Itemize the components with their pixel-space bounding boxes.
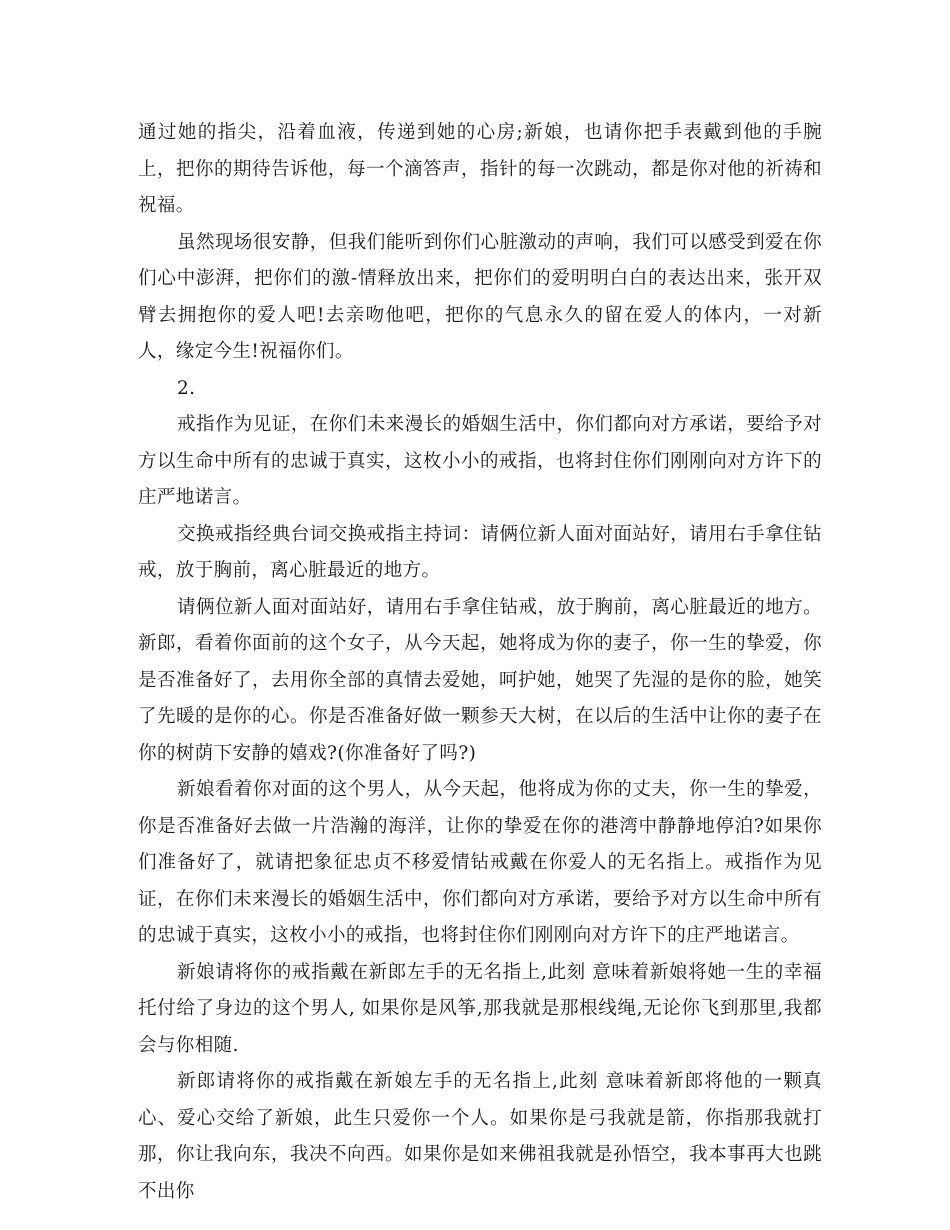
paragraph-6: 新娘看着你对面的这个男人，从今天起，他将成为你的丈夫，你一生的挚爱，你是否准备好去做一片浩瀚的海洋，让你的挚爱在你的港湾中静静地停泊?如果你们准备好了，就请把象征忠贞不移爱情钻戒戴在你爱人的无名指上。戒指作为见证，在你们未来漫长的婚姻生活中，你们都向对方承诺，要给予对方以生命中所有的忠诚于真实，这枚小小的戒指，也将封住你们刚刚向对方许下的庄严地诺言。 <box>138 779 822 946</box>
paragraph-8: 新郎请将你的戒指戴在新娘左手的无名指上,此刻 意味着新郎将他的一颗真心、爱心交给了新娘，此生只爱你一个人。如果你是弓我就是箭，你指那我就打那，你让我向东，我决不向西。如果你是如来佛祖我就是孙悟空，我本事再大也跳不出你 <box>138 1071 822 1202</box>
document-body <box>138 115 822 1210</box>
paragraph-1: 通过她的指尖，沿着血液，传递到她的心房;新娘，也请你把手表戴到他的手腕上，把你的期待告诉他，每一个滴答声，指针的每一次跳动，都是你对他的祈祷和祝福。 <box>138 122 822 216</box>
paragraph-2: 虽然现场很安静，但我们能听到你们心脏激动的声响，我们可以感受到爱在你们心中澎湃，把你们的激-情释放出来，把你们的爱明明白白的表达出来，张开双臂去拥抱你的爱人吧!去亲吻他吧，把你的气息永久的留在爱人的体内，一对新人，缘定今生!祝福你们。 <box>138 231 822 362</box>
section-number: 2. <box>177 377 196 399</box>
paragraph-3: 戒指作为见证，在你们未来漫长的婚姻生活中，你们都向对方承诺，要给予对方以生命中所有的忠诚于真实，这枚小小的戒指，也将封住你们刚刚向对方许下的庄严地诺言。 <box>138 414 822 508</box>
paragraph-7: 新娘请将你的戒指戴在新郎左手的无名指上,此刻 意味着新娘将她一生的幸福托付给了身边的这个男人, 如果你是风筝,那我就是那根线绳,无论你飞到那里,我都会与你相随. <box>138 961 822 1056</box>
paragraph-5: 请俩位新人面对面站好，请用右手拿住钻戒，放于胸前，离心脏最近的地方。新郎，看着你面前的这个女子，从今天起，她将成为你的妻子，你一生的挚爱，你是否准备好了，去用你全部的真情去爱她，呵护她，她哭了先湿的是你的脸，她笑了先暖的是你的心。你是否准备好做一颗参天大树，在以后的生活中让你的妻子在你的树荫下安静的嬉戏?(你准备好了吗?) <box>138 596 822 764</box>
paragraph-4: 交换戒指经典台词交换戒指主持词：请俩位新人面对面站好，请用右手拿住钻戒，放于胸前，离心脏最近的地方。 <box>138 523 822 581</box>
